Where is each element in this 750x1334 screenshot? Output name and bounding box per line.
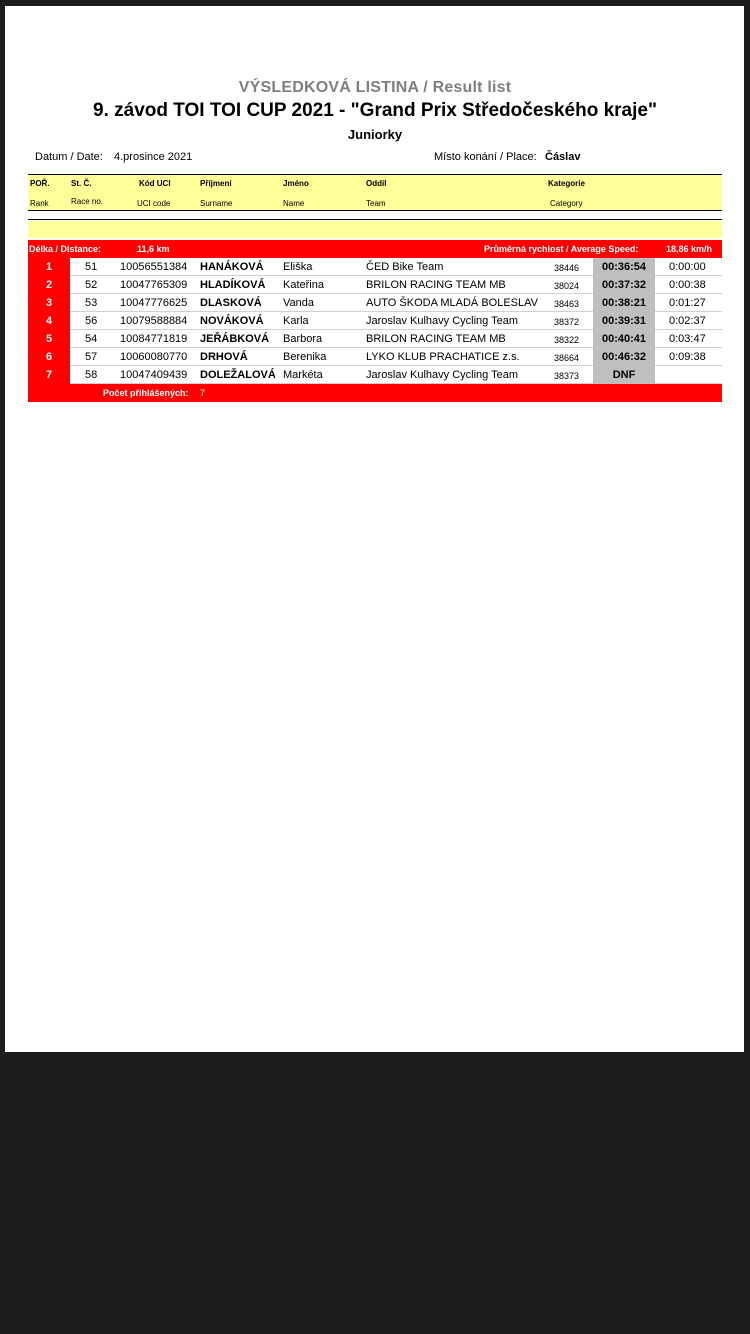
- surname-cell: HANÁKOVÁ: [200, 261, 264, 273]
- name-cell: Kateřina: [283, 279, 324, 291]
- col-surname-en: Surname: [200, 199, 233, 208]
- gap-cell: 0:09:38: [669, 351, 706, 363]
- col-team-en: Team: [366, 199, 386, 208]
- table-row: [28, 276, 722, 294]
- place-value: Čáslav: [545, 151, 581, 163]
- race-no-cell: 52: [85, 279, 98, 291]
- place-label: Místo konání / Place:: [434, 151, 537, 163]
- name-cell: Barbora: [283, 333, 323, 345]
- document-title: VÝSLEDKOVÁ LISTINA / Result list: [238, 79, 512, 96]
- gap-cell: 0:03:47: [669, 333, 706, 345]
- time-cell: 00:37:32: [593, 276, 655, 294]
- name-cell: Vanda: [283, 297, 314, 309]
- uci-code-cell: 10079588884: [120, 315, 188, 327]
- rank-cell: 6: [28, 348, 70, 366]
- surname-cell: DLASKOVÁ: [200, 297, 262, 309]
- category-cell: 38446: [554, 263, 580, 273]
- race-no-cell: 56: [85, 315, 98, 327]
- team-cell: ČED Bike Team: [366, 261, 444, 273]
- col-name-cz: Jméno: [283, 179, 309, 188]
- rank-cell: 4: [28, 312, 70, 330]
- category-cell: 38373: [554, 371, 580, 381]
- gap-cell: 0:00:00: [669, 261, 706, 273]
- rank-cell: 1: [28, 258, 70, 276]
- col-raceno-cz: St. Č.: [71, 179, 92, 188]
- distance-value: 11,6 km: [137, 244, 170, 254]
- team-cell: Jaroslav Kulhavy Cycling Team: [366, 315, 519, 327]
- column-header: [28, 174, 722, 210]
- race-no-cell: 53: [85, 297, 98, 309]
- time-cell: 00:38:21: [593, 294, 655, 312]
- surname-cell: HLADÍKOVÁ: [200, 279, 266, 291]
- col-category-en: Category: [550, 199, 583, 208]
- surname-cell: JEŘÁBKOVÁ: [200, 333, 270, 345]
- team-cell: BRILON RACING TEAM MB: [366, 279, 506, 291]
- surname-cell: NOVÁKOVÁ: [200, 315, 264, 327]
- footer-bar: [28, 384, 722, 402]
- table-row: [28, 258, 722, 276]
- table-row: [28, 294, 722, 312]
- race-no-cell: 51: [85, 261, 98, 273]
- surname-cell: DOLEŽALOVÁ: [200, 369, 276, 381]
- uci-code-cell: 10047776625: [120, 297, 188, 309]
- time-cell: 00:46:32: [593, 348, 655, 366]
- col-rank-cz: POŘ.: [30, 179, 50, 188]
- surname-cell: DRHOVÁ: [200, 351, 248, 363]
- race-no-cell: 57: [85, 351, 98, 363]
- time-cell: 00:39:31: [593, 312, 655, 330]
- gap-cell: 0:00:38: [669, 279, 706, 291]
- uci-code-cell: 10047409439: [120, 369, 188, 381]
- uci-code-cell: 10047765309: [120, 279, 188, 291]
- col-name-en: Name: [283, 199, 305, 208]
- name-cell: Markéta: [283, 369, 323, 381]
- col-surname-cz: Příjmení: [200, 179, 232, 188]
- header-top-line: [28, 174, 722, 175]
- date-label: Datum / Date:: [35, 151, 103, 163]
- category-cell: 38024: [554, 281, 580, 291]
- table-row: [28, 330, 722, 348]
- name-cell: Berenika: [283, 351, 327, 363]
- header-separator-line: [28, 219, 722, 220]
- col-team-cz: Oddíl: [366, 179, 387, 188]
- category-cell: 38322: [554, 335, 580, 345]
- gap-cell: 0:01:27: [669, 297, 706, 309]
- uci-code-cell: 10056551384: [120, 261, 188, 273]
- col-category-cz: Kategorie: [548, 179, 585, 188]
- distance-bar: [28, 240, 722, 258]
- col-uci-en: UCI code: [137, 199, 171, 208]
- col-rank-en: Rank: [30, 199, 49, 208]
- header-bottom-line: [28, 210, 722, 211]
- time-cell: 00:36:54: [593, 258, 655, 276]
- uci-code-cell: 10084771819: [120, 333, 188, 345]
- rank-cell: 7: [28, 366, 70, 384]
- gap-cell: 0:02:37: [669, 315, 706, 327]
- category-cell: 38664: [554, 353, 580, 363]
- team-cell: LYKO KLUB PRACHATICE z.s.: [366, 351, 520, 363]
- spacer-strip: [28, 221, 722, 238]
- team-cell: Jaroslav Kulhavy Cycling Team: [366, 369, 519, 381]
- race-no-cell: 54: [85, 333, 98, 345]
- race-no-cell: 58: [85, 369, 98, 381]
- rank-cell: 2: [28, 276, 70, 294]
- speed-value: 18,86 km/h: [666, 244, 713, 254]
- speed-label: Průměrná rychlost / Average Speed:: [484, 244, 639, 254]
- uci-code-cell: 10060080770: [120, 351, 188, 363]
- time-cell: DNF: [593, 366, 655, 384]
- col-raceno-en: Race no.: [71, 197, 104, 206]
- registered-label: Počet přihlášených:: [103, 388, 189, 398]
- registered-value: 7: [200, 388, 206, 398]
- table-row: [28, 366, 722, 384]
- category-title: Juniorky: [347, 127, 403, 142]
- category-cell: 38463: [554, 299, 580, 309]
- event-title: 9. závod TOI TOI CUP 2021 - "Grand Prix Středočeského kraje": [93, 100, 657, 121]
- team-cell: BRILON RACING TEAM MB: [366, 333, 506, 345]
- date-value: 4.prosince 2021: [114, 151, 193, 163]
- rank-cell: 3: [28, 294, 70, 312]
- team-cell: AUTO ŠKODA MLADÁ BOLESLAV: [366, 297, 538, 309]
- distance-label: Délka / Distance:: [29, 244, 102, 254]
- name-cell: Eliška: [283, 261, 313, 273]
- table-row: [28, 348, 722, 366]
- name-cell: Karla: [283, 315, 309, 327]
- time-cell: 00:40:41: [593, 330, 655, 348]
- category-cell: 38372: [554, 317, 580, 327]
- table-row: [28, 312, 722, 330]
- col-uci-cz: Kód UCI: [139, 179, 171, 188]
- rank-cell: 5: [28, 330, 70, 348]
